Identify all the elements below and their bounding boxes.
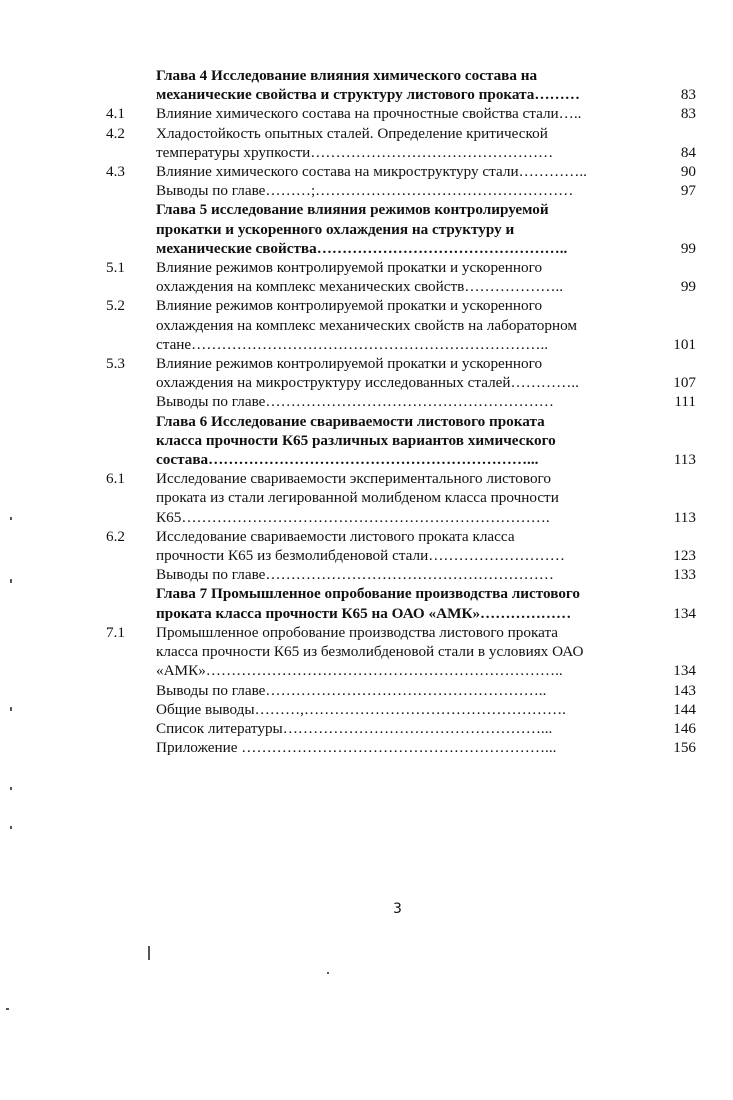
toc-entry-page: 99 <box>680 278 696 296</box>
toc-entry-page: 133 <box>673 566 696 584</box>
toc-entry-title-line: механические свойства………………………………………….. <box>156 239 568 257</box>
toc-entry[interactable] <box>92 469 696 527</box>
toc-entry-number: 4.3 <box>106 163 125 181</box>
toc-entry-title <box>156 527 654 565</box>
toc-entry-title-line: Глава 6 Исследование свариваемости листового проката <box>156 412 545 430</box>
toc-entry-title-line: проката класса прочности К65 на ОАО «АМК»……………… <box>156 604 572 622</box>
toc-entry-title <box>156 181 654 200</box>
toc-entry-title <box>156 469 654 527</box>
toc-entry-page: 113 <box>673 508 696 526</box>
toc-entry[interactable] <box>92 258 696 296</box>
toc-entry-page: 84 <box>680 143 696 161</box>
toc-entry[interactable] <box>92 719 696 738</box>
table-of-contents <box>92 66 696 757</box>
toc-entry-title-line: К65………………………………………………………………. <box>156 508 550 526</box>
toc-entry-title-line: Выводы по главе………;…………………………………………… <box>156 182 574 200</box>
toc-entry-title-line: проката из стали легированной молибденом класса прочности <box>156 489 559 507</box>
toc-entry-page: 146 <box>673 719 696 737</box>
toc-entry[interactable] <box>92 681 696 700</box>
toc-entry-title-line: температуры хрупкости………………………………………… <box>156 143 554 161</box>
toc-entry-title <box>156 584 654 622</box>
toc-entry-page: 134 <box>673 604 696 622</box>
scan-speck <box>327 972 329 974</box>
scan-speck <box>10 707 12 711</box>
toc-entry-title <box>156 719 654 738</box>
toc-entry-page: 134 <box>673 662 696 680</box>
toc-entry-title <box>156 258 654 296</box>
toc-entry-title-line: Хладостойкость опытных сталей. Определение критической <box>156 124 548 142</box>
toc-entry[interactable] <box>92 181 696 200</box>
toc-entry-title-line: стане…………………………………………………………….. <box>156 335 549 353</box>
toc-entry-page: 107 <box>673 374 696 392</box>
toc-entry[interactable] <box>92 738 696 757</box>
toc-entry-number: 7.1 <box>106 623 125 641</box>
toc-entry-title-line: Глава 5 исследование влияния режимов контролируемой <box>156 201 549 219</box>
toc-entry-title-line: Список литературы……………………………………………... <box>156 719 553 737</box>
toc-entry-number: 5.2 <box>106 297 125 315</box>
toc-entry-page: 99 <box>680 239 696 257</box>
toc-entry-title-line: Влияние химического состава на прочностные свойства стали….. <box>156 105 582 123</box>
toc-entry-title <box>156 623 654 681</box>
toc-entry-page: 101 <box>673 335 696 353</box>
toc-entry-title <box>156 681 654 700</box>
toc-entry-title-line: охлаждения на комплекс механических свойств……………….. <box>156 278 564 296</box>
toc-entry-number: 5.1 <box>106 259 125 277</box>
toc-entry-number: 6.1 <box>106 470 125 488</box>
toc-chapter-entry[interactable] <box>92 584 696 622</box>
toc-entry[interactable] <box>92 104 696 123</box>
toc-entry-page: 97 <box>680 182 696 200</box>
toc-entry-title-line: Влияние режимов контролируемой прокатки и ускоренного <box>156 259 543 277</box>
toc-entry[interactable] <box>92 296 696 354</box>
toc-entry-page: 123 <box>673 547 696 565</box>
toc-chapter-entry[interactable] <box>92 412 696 470</box>
toc-entry-title-line: Промышленное опробование производства листового проката <box>156 623 559 641</box>
page-number: 3 <box>393 901 402 917</box>
toc-entry-title <box>156 66 654 104</box>
toc-entry-title <box>156 738 654 757</box>
scan-speck <box>10 579 12 583</box>
toc-entry-title-line: Выводы по главе………………………………………………… <box>156 393 554 411</box>
toc-entry-title <box>156 354 654 392</box>
toc-entry-title-line: Влияние режимов контролируемой прокатки и ускоренного <box>156 355 543 373</box>
toc-entry-title-line: Глава 7 Промышленное опробование производства листового <box>156 585 581 603</box>
toc-entry-title-line: Исследование свариваемости листового проката класса <box>156 527 515 545</box>
toc-entry-title-line: класса прочности К65 различных вариантов химического <box>156 431 556 449</box>
scan-speck <box>10 826 12 829</box>
toc-entry-number: 4.1 <box>106 105 125 123</box>
toc-entry-title-line: прочности К65 из безмолибденовой стали……………………… <box>156 547 565 565</box>
toc-entry[interactable] <box>92 623 696 681</box>
toc-entry-title-line: Общие выводы………,……………………………………………. <box>156 700 566 718</box>
toc-entry[interactable] <box>92 354 696 392</box>
toc-entry-title-line: класса прочности К65 из безмолибденовой стали в условиях ОАО <box>156 643 584 661</box>
toc-entry-title-line: механические свойства и структуру листового проката……… <box>156 86 580 104</box>
toc-entry-title <box>156 392 654 411</box>
toc-entry-page: 143 <box>673 681 696 699</box>
toc-entry-title <box>156 162 654 181</box>
toc-entry-title-line: Исследование свариваемости экспериментального листового <box>156 470 551 488</box>
toc-entry-title-line: охлаждения на микроструктуру исследованных сталей………….. <box>156 374 579 392</box>
toc-entry-number: 5.3 <box>106 355 125 373</box>
toc-entry-title <box>156 565 654 584</box>
toc-entry-page: 113 <box>673 451 696 469</box>
toc-entry-title-line: Влияние химического состава на микроструктуру стали………….. <box>156 163 587 181</box>
toc-entry-page: 111 <box>674 393 696 411</box>
toc-entry-title-line: Выводы по главе………………………………………………… <box>156 566 554 584</box>
toc-entry[interactable] <box>92 124 696 162</box>
toc-entry-title <box>156 412 654 470</box>
toc-entry[interactable] <box>92 565 696 584</box>
scan-speck <box>6 1008 9 1010</box>
toc-entry[interactable] <box>92 527 696 565</box>
toc-entry-title-line: Приложение ……………………………………………………... <box>156 739 557 757</box>
toc-entry-title <box>156 700 654 719</box>
toc-entry-number: 6.2 <box>106 527 125 545</box>
toc-entry-title-line: прокатки и ускоренного охлаждения на структуру и <box>156 220 515 238</box>
toc-chapter-entry[interactable] <box>92 66 696 104</box>
toc-entry[interactable] <box>92 162 696 181</box>
toc-entry[interactable] <box>92 700 696 719</box>
toc-entry-page: 83 <box>680 86 696 104</box>
toc-entry-title-line: Глава 4 Исследование влияния химического состава на <box>156 67 538 84</box>
toc-entry[interactable] <box>92 392 696 411</box>
toc-entry-title-line: Влияние режимов контролируемой прокатки и ускоренного <box>156 297 543 315</box>
scan-speck <box>10 517 12 520</box>
toc-entry-title-line: «АМК»…………………………………………………………….. <box>156 662 563 680</box>
toc-entry-title-line: состава………………………………………………………... <box>156 451 539 469</box>
toc-entry-title <box>156 124 654 162</box>
toc-entry-title <box>156 200 654 258</box>
toc-entry-page: 83 <box>680 105 696 123</box>
toc-entry-title-line: Выводы по главе……………………………………………….. <box>156 681 547 699</box>
toc-entry-title <box>156 104 654 123</box>
toc-entry-title <box>156 296 654 354</box>
toc-entry-page: 90 <box>680 163 696 181</box>
toc-entry-title-line: охлаждения на комплекс механических свойств на лабораторном <box>156 316 578 334</box>
toc-entry-page: 144 <box>673 700 696 718</box>
toc-entry-page: 156 <box>673 739 696 757</box>
toc-chapter-entry[interactable] <box>92 200 696 258</box>
scan-speck <box>148 946 150 960</box>
toc-entry-number: 4.2 <box>106 124 125 142</box>
scan-speck <box>10 787 12 790</box>
